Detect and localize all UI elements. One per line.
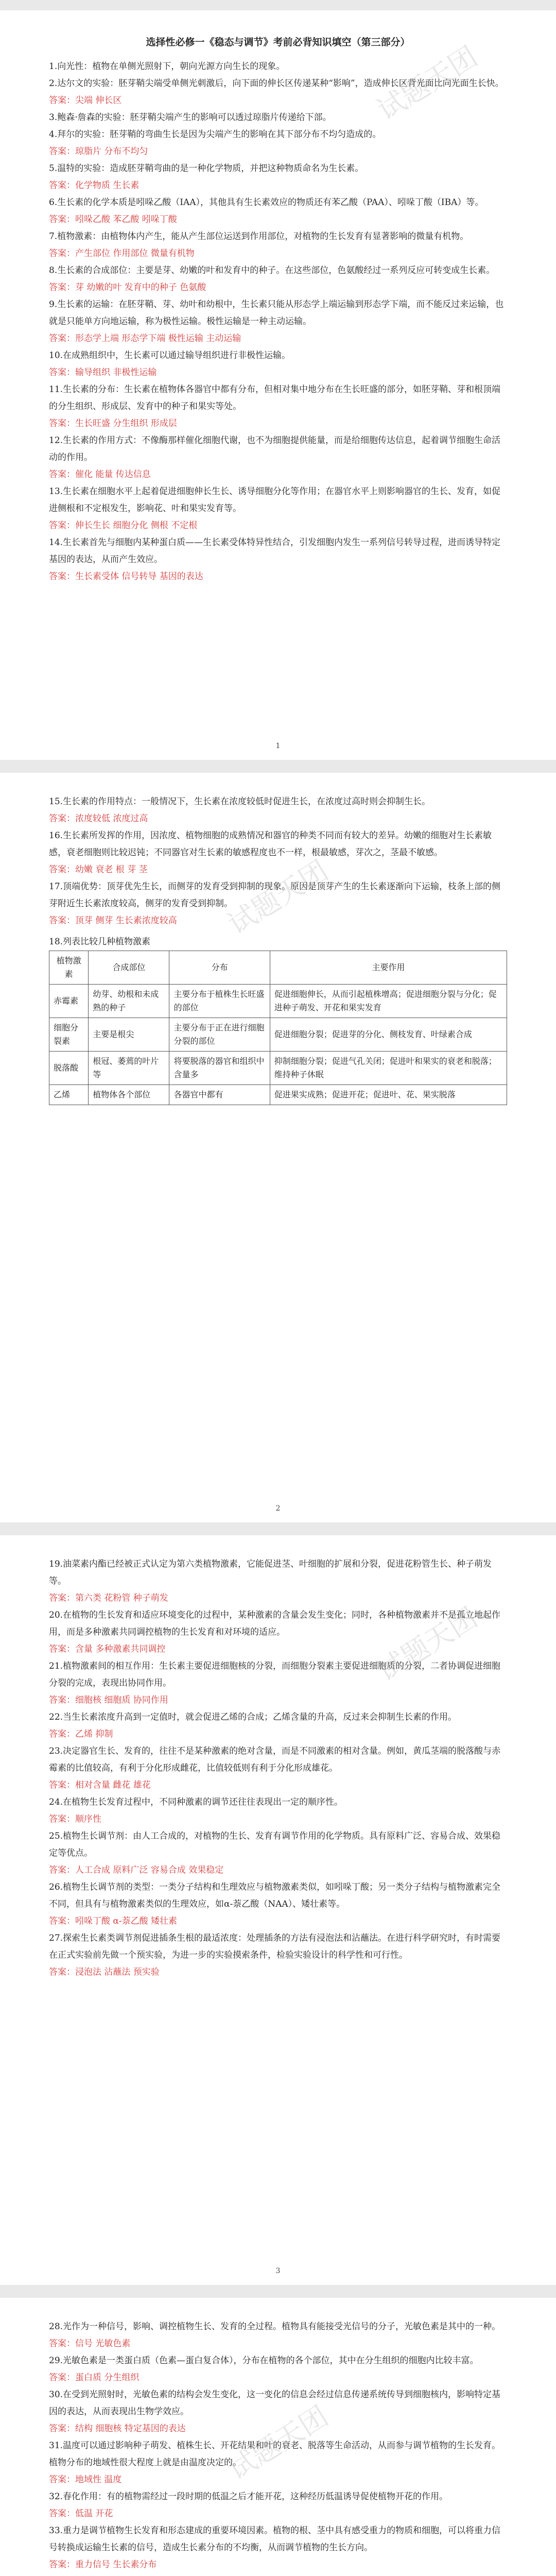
table-cell: 赤霉素: [49, 985, 89, 1018]
question-line: 20.在植物的生长发育和适应环境变化的过程中，某种激素的含量会发生变化；同时，各种植物激素并不是孤立地起作用，而是多种激素共同调控植物的生长发育和对环境的适应。: [49, 1610, 501, 1637]
question-line: 23.决定器官生长、发育的，往往不是某种激素的绝对含量，而是不同激素的相对含量。例如，黄瓜茎端的脱落酸与赤霉素的比值较高，有利于分化形成雌花，比值较低则有利于分化形成雄花。: [49, 1746, 501, 1773]
question-line: 1.向光性：植物在单侧光照射下，朝向光源方向生长的现象。: [49, 61, 285, 72]
hormone-table: [49, 951, 507, 1105]
answer-line: 答案：乙烯 抑制: [49, 1729, 113, 1739]
table-row: [49, 985, 507, 1018]
answer-line: 答案：浓度较低 浓度过高: [49, 814, 148, 824]
table-cell: 抑制细胞分裂；促进气孔关闭；促进叶和果实的衰老和脱落；维持种子休眠: [270, 1052, 507, 1085]
answer-line: 答案：相对含量 雌花 雄花: [49, 1780, 151, 1790]
answer-line: 答案：琼脂片 分布不均匀: [49, 146, 148, 157]
answer-line: 答案：重力信号 生长素分布: [49, 2560, 157, 2570]
answer-line: 答案：浸泡法 沾蘸法 预实验: [49, 1967, 160, 1977]
question-line: 8.生长素的合成部位：主要是芽、幼嫩的叶和发育中的种子。在这些部位，色氨酸经过一系列反应可转变成生长素。: [49, 265, 495, 276]
question-line: 11.生长素的分布：生长素在植物体各器官中都有分布，但相对集中地分布在生长旺盛的部分，如胚芽鞘、芽和根顶端的分生组织、形成层、发育中的种子和果实等处。: [49, 384, 501, 412]
answer-line: 答案：形态学上端 形态学下端 极性运输 主动运输: [49, 333, 241, 344]
question-line: 19.油菜素内酯已经被正式认定为第六类植物激素，它能促进茎、叶细胞的扩展和分裂，促进花粉管生长、种子萌发等。: [49, 1559, 492, 1586]
document-title: 选择性必修一《稳态与调节》考前必背知识填空（第三部分）: [146, 37, 410, 48]
page-3-items: [49, 1556, 507, 1981]
watermark: 试题天团: [222, 2399, 334, 2486]
table-cell: 各器官中都有: [169, 1085, 270, 1105]
question-line: 31.温度可以通过影响种子萌发、植株生长、开花结果和叶的衰老、脱落等生命活动，从而参与调节植物的生长发育。植物分布的地域性很大程度上就是由温度决定的。: [49, 2441, 501, 2468]
page-2-content: [0, 773, 556, 1105]
table-cell: 幼芽、幼根和未成熟的种子: [89, 985, 169, 1018]
table-cell: 主要分布于植株生长旺盛的部位: [169, 985, 270, 1018]
table-row: [49, 1085, 507, 1105]
answer-line: 答案：输导组织 非极性运输: [49, 367, 157, 378]
page-2-items: [49, 793, 507, 929]
answer-line: 答案：吲哚乙酸 苯乙酸 吲哚丁酸: [49, 214, 177, 225]
page-number: 2: [275, 1504, 281, 1513]
table-cell: 乙烯: [49, 1085, 89, 1105]
answer-line: 答案：顺序性: [49, 1814, 101, 1824]
answer-line: 答案：产生部位 作用部位 微量有机物: [49, 248, 195, 259]
answer-line: 答案：幼嫩 衰老 根 芽 茎: [49, 865, 148, 875]
answer-line: 答案：地域性 温度: [49, 2475, 122, 2485]
page-1: [0, 10, 556, 760]
question-line: 3.鲍森·詹森的实验：胚芽鞘尖端产生的影响可以透过琼脂片传递给下部。: [49, 112, 332, 123]
table-header-cell: 主要作用: [270, 951, 507, 985]
question-line: 12.生长素的作用方式：不像酶那样催化细胞代谢，也不为细胞提供能量，而是给细胞传达信息，起着调节细胞生命活动的作用。: [49, 435, 501, 463]
answer-line: 答案：化学物质 生长素: [49, 180, 140, 191]
question-line: 5.温特的实验：造成胚芽鞘弯曲的是一种化学物质，并把这种物质命名为生长素。: [49, 163, 364, 174]
table-body: [49, 985, 507, 1105]
table-header-cell: 植物激素: [49, 951, 89, 985]
table-cell: 促进细胞分裂；促进芽的分化、侧枝发育、叶绿素合成: [270, 1018, 507, 1052]
question-line: 26.植物生长调节剂的类型：一类分子结构和生理效应与植物激素类似，如吲哚丁酸；另一类分子结构与植物激素完全不同，但具有与植物激素类似的生理效应，如α-萘乙酸（NAA）、矮壮素等。: [49, 1882, 501, 1909]
question-line: 16.生长素所发挥的作用，因浓度、植物细胞的成熟情况和器官的种类不同而有较大的差异。幼嫩的细胞对生长素敏感，衰老细胞则比较迟钝；不同器官对生长素的敏感程度也不一样，根最敏感，芽次之，茎最不敏感。: [49, 831, 492, 858]
answer-line: 答案：蛋白质 分生组织: [49, 2372, 140, 2383]
page-1-items: [49, 58, 507, 585]
answer-line: 答案：生长素受体 信号转导 基因的表达: [49, 571, 203, 582]
question-line: 27.探索生长素类调节剂促进插条生根的最适浓度：处理插条的方法有浸泡法和沾蘸法。在进行科学研究时，有时需要在正式实验前先做一个预实验，为进一步的实验摸索条件，检验实验设计的科学性和可行性。: [49, 1933, 501, 1960]
page-2: [0, 773, 556, 1522]
page-1-content: [0, 10, 556, 585]
question-line: 22.当生长素浓度升高到一定值时，就会促进乙烯的合成；乙烯含量的升高，反过来会抑制生长素的作用。: [49, 1712, 457, 1722]
table-header-cell: 分布: [169, 951, 270, 985]
page-3: [0, 1535, 556, 2285]
question-line: 15.生长素的作用特点：一般情况下，生长素在浓度较低时促进生长，在浓度过高时则会抑制生长。: [49, 796, 431, 807]
question-line: 13.生长素在细胞水平上起着促进细胞伸长生长、诱导细胞分化等作用；在器官水平上则影响器官的生长、发育，如促进侧根和不定根发生，影响花、叶和果实发育等。: [49, 486, 501, 514]
question-line: 4.拜尔的实验：胚芽鞘的弯曲生长是因为尖端产生的影响在其下部分布不均匀造成的。: [49, 129, 381, 140]
watermark: 试题天团: [222, 854, 334, 941]
question-line: 30.在受到光照射时，光敏色素的结构会发生变化，这一变化的信息会经过信息传递系统传导到细胞核内，影响特定基因的表达，从而表现出生物学效应。: [49, 2389, 501, 2417]
table-cell: 根冠、萎蔫的叶片等: [89, 1052, 169, 1085]
table-header-cell: 合成部位: [89, 951, 169, 985]
answer-line: 答案：低温 开花: [49, 2509, 113, 2519]
question-line: 10.在成熟组织中，生长素可以通过输导组织进行非极性运输。: [49, 350, 291, 361]
question-line: 33.重力是调节植物生长发育和形态建成的重要环境因素。植物的根、茎中具有感受重力的物质和细胞，可以将重力信号转换成运输生长素的信号，造成生长素分布的不均衡，从而调节植物的生长方向。: [49, 2526, 501, 2553]
question-line: 25.植物生长调节剂：由人工合成的，对植物的生长、发育有调节作用的化学物质。具有原料广泛、容易合成、效果稳定等优点。: [49, 1831, 501, 1858]
question-line: 2.达尔文的实验：胚芽鞘尖端受单侧光刺激后，向下面的伸长区传递某种“影响”，造成伸长区背光面比向光面生长快。: [49, 78, 504, 89]
answer-line: 答案：人工合成 原料广泛 容易合成 效果稳定: [49, 1865, 224, 1875]
table-row: [49, 1018, 507, 1052]
question-line: [49, 2573, 507, 2576]
question-line: 9.生长素的运输：在胚芽鞘、芽、幼叶和幼根中，生长素只能从形态学上端运输到形态学下端，而不能反过来运输，也就是只能单方向地运输，称为极性运输。极性运输是一种主动运输。: [49, 299, 504, 327]
table-cell: 植物体各个部位: [89, 1085, 169, 1105]
question-line: 6.生长素的化学本质是吲哚乙酸（IAA），其他具有生长素效应的物质还有苯乙酸（PAA）、吲哚丁酸（IBA）等。: [49, 197, 484, 208]
table-row: [49, 1052, 507, 1085]
question-line: 14.生长素首先与细胞内某种蛋白质——生长素受体特异性结合，引发细胞内发生一系列信号转导过程，进而诱导特定基因的表达，从而产生效应。: [49, 537, 501, 565]
table-cell: 主要分布于正在进行细胞分裂的部位: [169, 1018, 270, 1052]
answer-line: 答案：信号 光敏色素: [49, 2338, 131, 2349]
answer-line: 答案：吲哚丁酸 α-萘乙酸 矮壮素: [49, 1916, 178, 1926]
answer-line: 答案：催化 能量 传达信息: [49, 469, 151, 480]
table-cell: 脱落酸: [49, 1052, 89, 1085]
page-4-items: [49, 2318, 507, 2576]
table-cell: 细胞分裂素: [49, 1018, 89, 1052]
answer-line: 答案：细胞核 细胞质 协同作用: [49, 1695, 168, 1705]
table-cell: 促进细胞伸长，从而引起植株增高；促进细胞分裂与分化；促进种子萌发、开花和果实发育: [270, 985, 507, 1018]
table-caption: 18.列表比较几种植物激素: [49, 937, 151, 947]
answer-line: 答案：伸长生长 细胞分化 侧根 不定根: [49, 520, 198, 531]
watermark: 试题天团: [371, 1601, 483, 1688]
answer-line: 答案：顶芽 侧芽 生长素浓度较高: [49, 916, 177, 926]
watermark: 试题天团: [371, 40, 483, 127]
question-line: 24.在植物生长发育过程中，不同种激素的调节还往往表现出一定的顺序性。: [49, 1797, 343, 1807]
answer-line: 答案：芽 幼嫩的叶 发育中的种子 色氨酸: [49, 282, 206, 293]
question-line: 28.光作为一种信号，影响、调控植物生长、发育的全过程。植物具有能接受光信号的分子，光敏色素是其中的一种。: [49, 2321, 501, 2332]
answer-line: 答案：尖端 伸长区: [49, 95, 122, 106]
table-cell: 将要脱落的器官和组织中含量多: [169, 1052, 270, 1085]
page-4: [0, 2298, 556, 2576]
question-line: 32.春化作用：有的植物需经过一段时期的低温之后才能开花，这种经历低温诱导促使植物开花的作用。: [49, 2492, 448, 2502]
question-line: 21.植物激素间的相互作用：生长素主要促进细胞核的分裂，而细胞分裂素主要促进细胞质的分裂，二者协调促进细胞分裂的完成，表现出协同作用。: [49, 1661, 501, 1688]
question-line: 17.顶端优势：顶芽优先生长，而侧芽的发育受到抑制的现象。原因是顶芽产生的生长素逐渐向下运输，枝条上部的侧芽附近生长素浓度较高，侧芽的发育受到抑制。: [49, 882, 501, 909]
page-3-content: [0, 1535, 556, 1981]
page-number: 3: [275, 2267, 281, 2275]
table-header-row: [49, 951, 507, 985]
question-line: 29.光敏色素是一类蛋白质（色素—蛋白复合体），分布在植物的各个部位，其中在分生组织的细胞内比较丰富。: [49, 2355, 479, 2366]
table-cell: 主要是根尖: [89, 1018, 169, 1052]
question-line: 7.植物激素：由植物体内产生，能从产生部位运送到作用部位，对植物的生长发育有显著影响的微量有机物。: [49, 231, 469, 242]
answer-line: 答案：第六类 花粉管 种子萌发: [49, 1593, 168, 1603]
table-cell: 促进果实成熟；促进开花；促进叶、花、果实脱落: [270, 1085, 507, 1105]
answer-line: 答案：生长旺盛 分生组织 形成层: [49, 418, 177, 429]
answer-line: 答案：结构 细胞核 特定基因的表达: [49, 2424, 186, 2434]
answer-line: 答案：含量 多种激素共同调控: [49, 1644, 166, 1654]
page-number: 1: [275, 742, 281, 750]
page-4-content: [0, 2298, 556, 2576]
